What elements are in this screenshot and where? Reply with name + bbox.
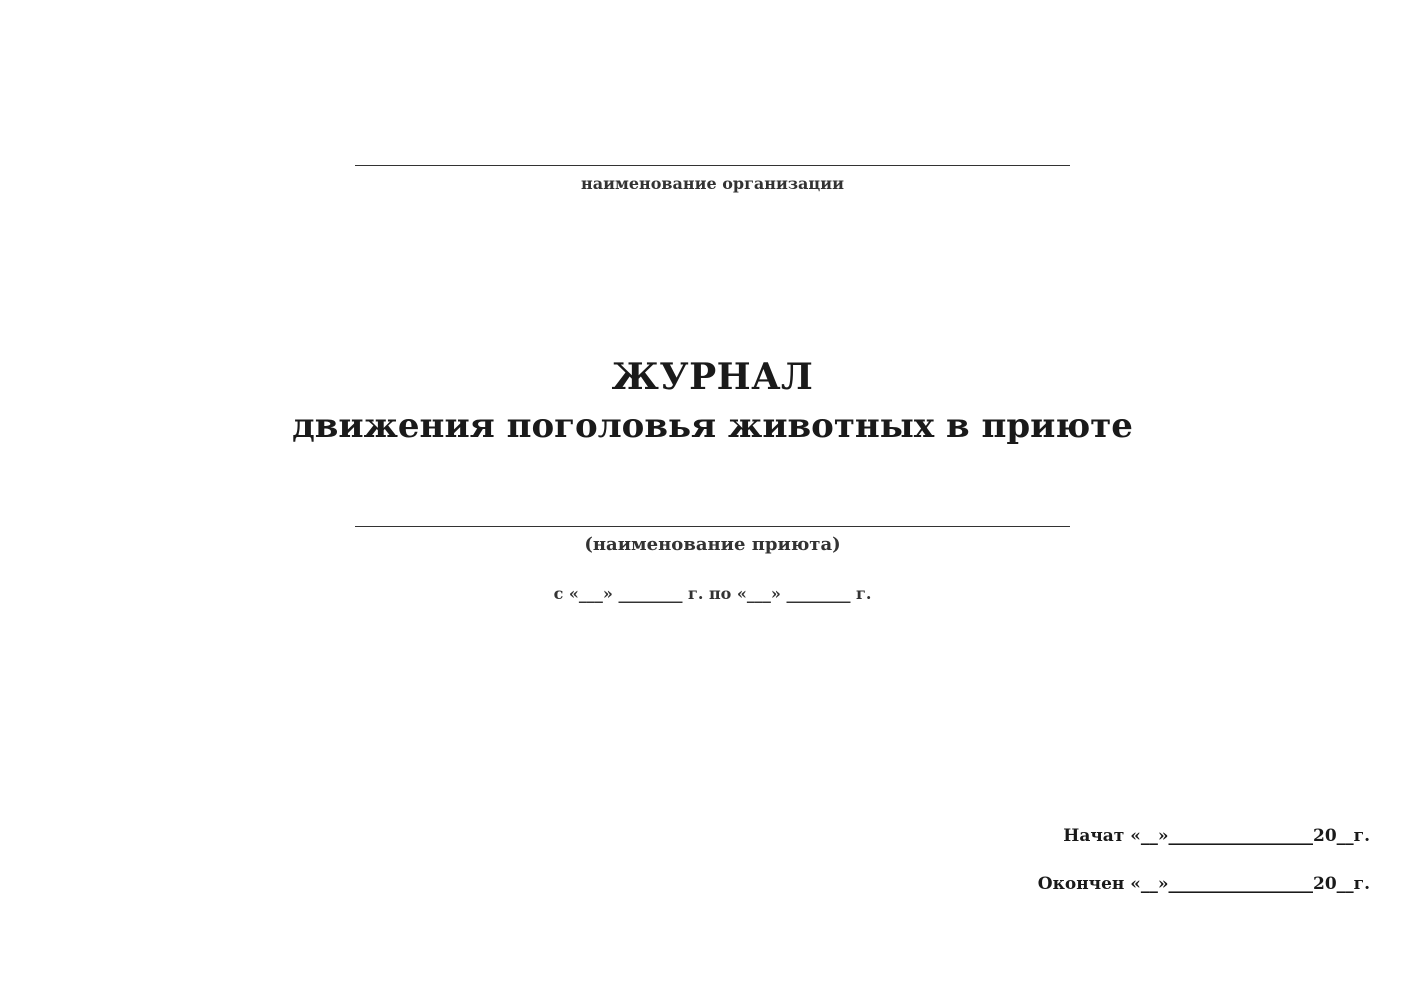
document-title: ЖУРНАЛ	[611, 356, 814, 398]
shelter-name-caption: (наименование приюта)	[584, 534, 841, 555]
started-date-line: Начат «__»_________________20__г.	[1063, 826, 1370, 846]
organization-name-line	[355, 165, 1070, 166]
document-subtitle: движения поголовья животных в приюте	[292, 406, 1133, 446]
period-range: с «___» ________ г. по «___» ________ г.	[553, 584, 872, 603]
finished-date-line: Окончен «__»_________________20__г.	[1037, 874, 1370, 894]
shelter-name-line	[355, 526, 1070, 527]
organization-name-caption: наименование организации	[581, 174, 844, 193]
